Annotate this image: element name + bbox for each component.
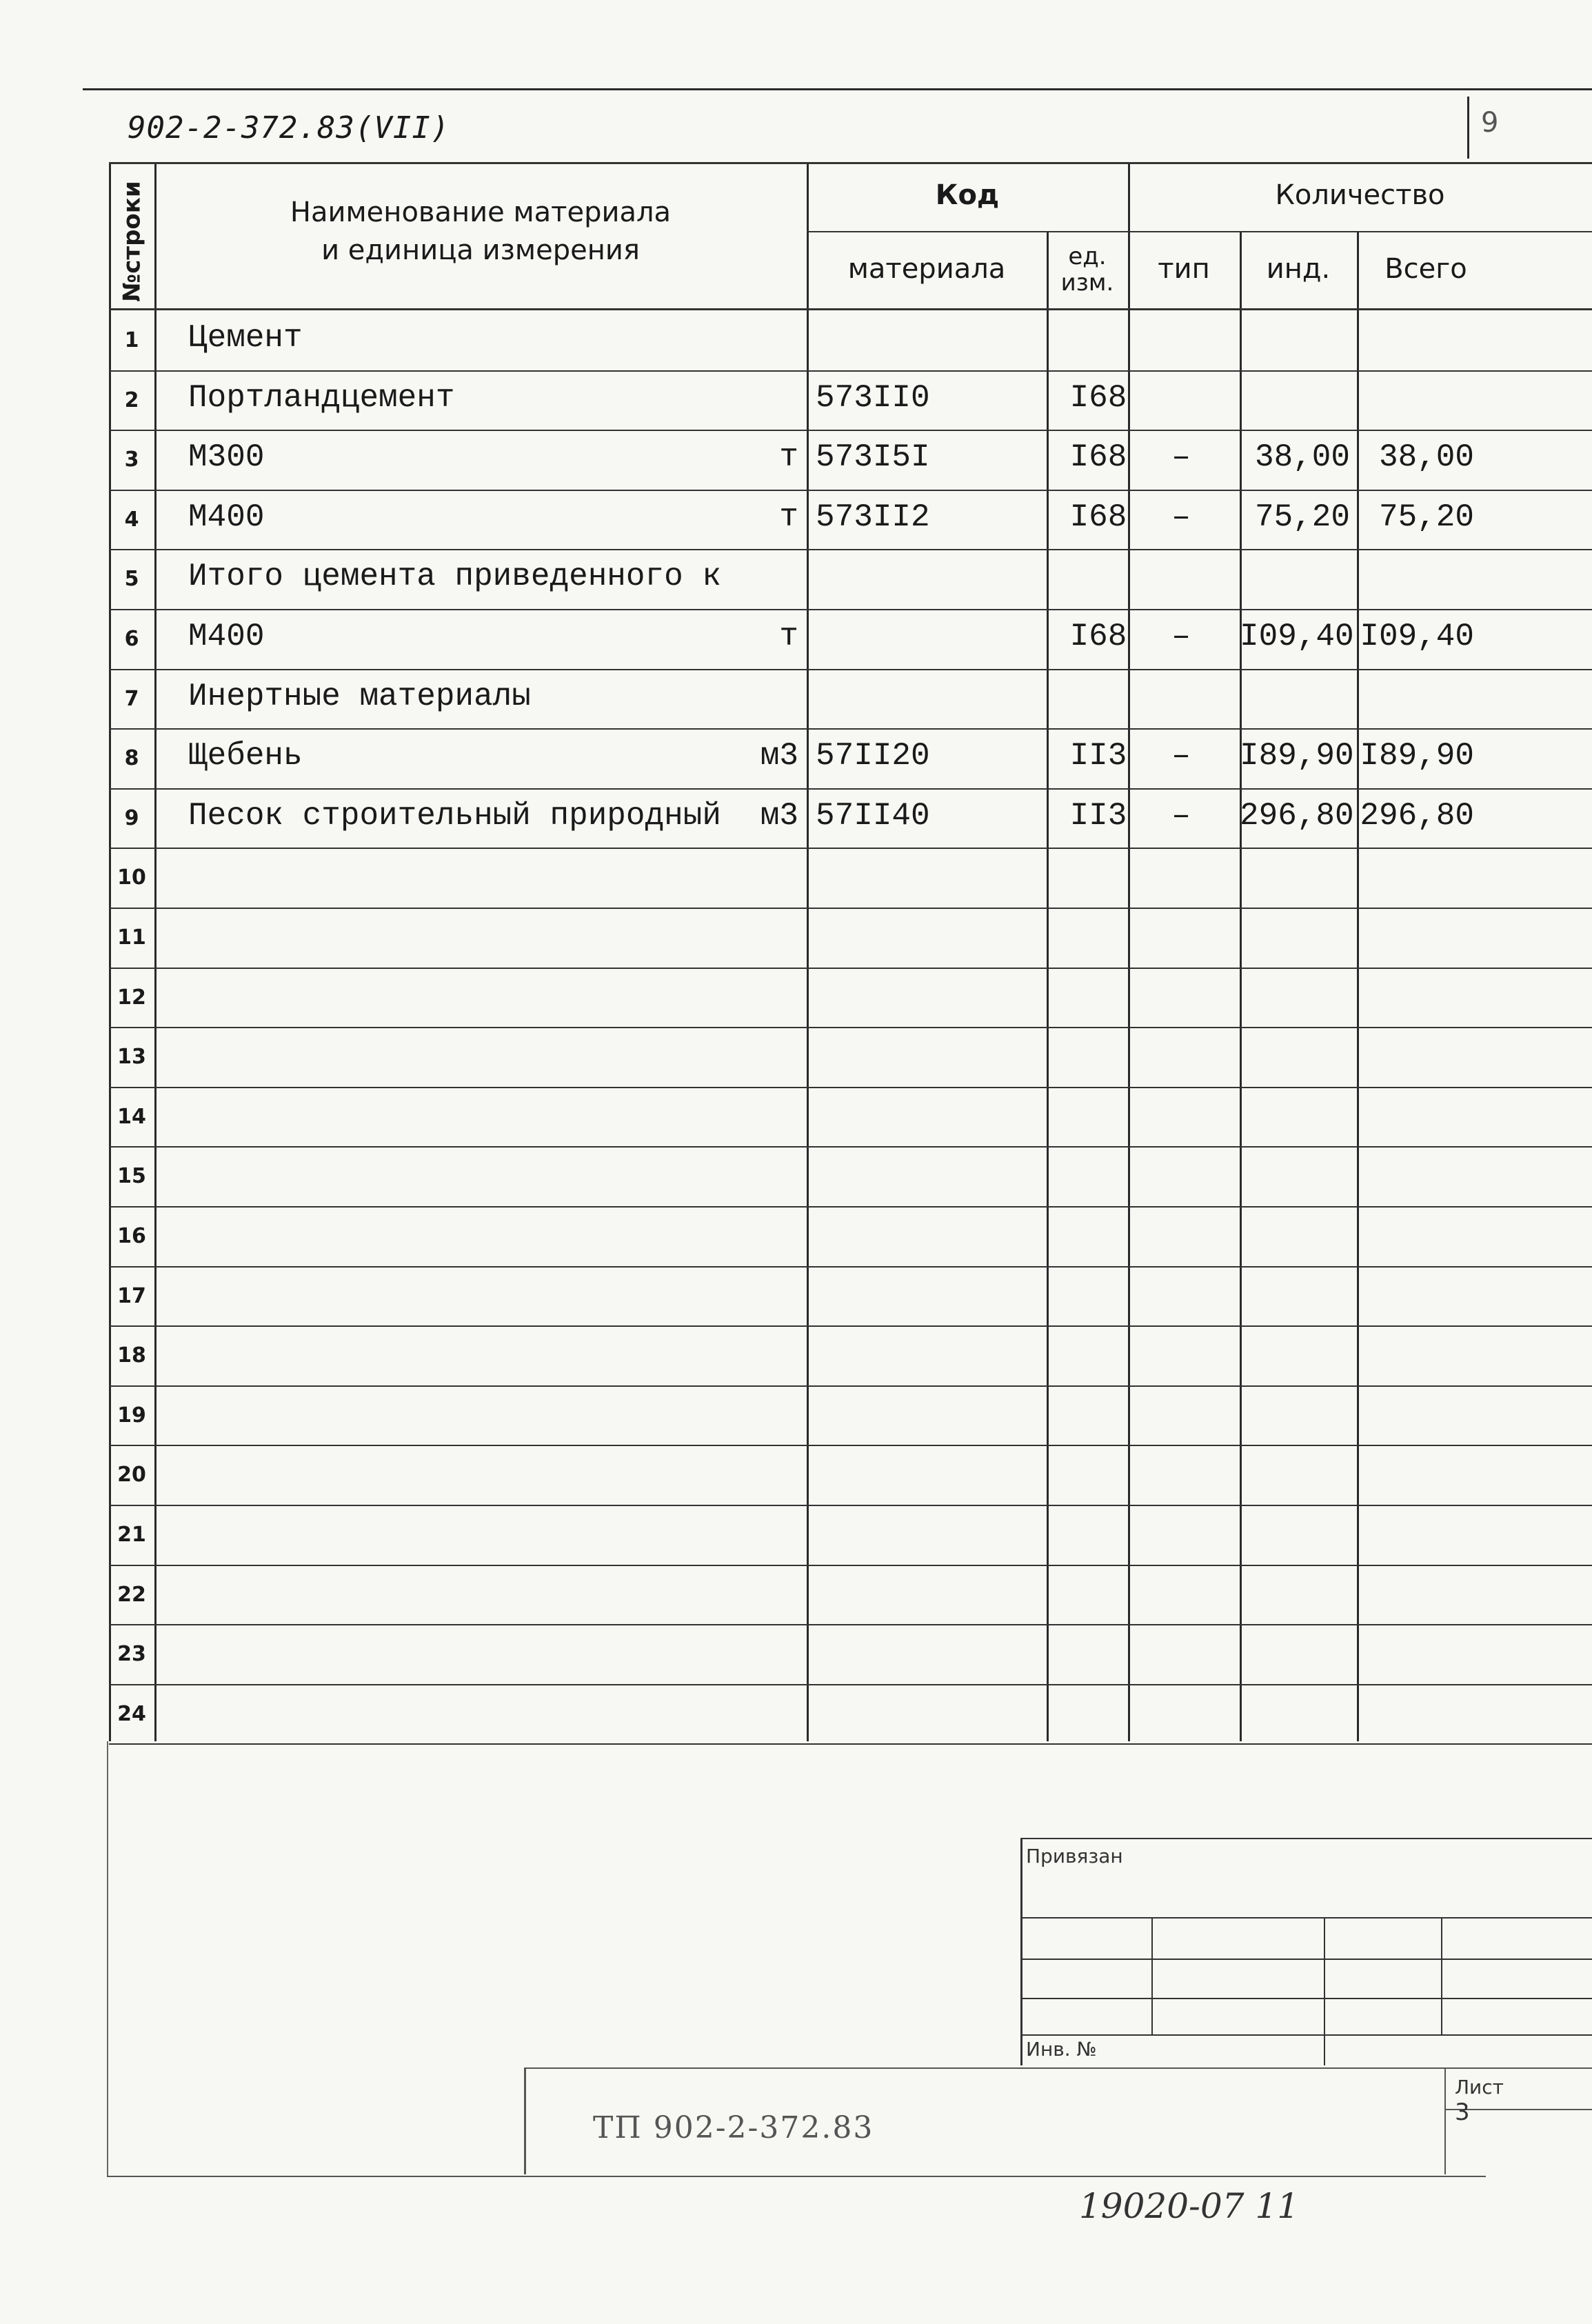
row-number: 17 [117, 1283, 146, 1308]
row-number: 12 [117, 985, 146, 1010]
project-code: ТП 902-2-372.83 [593, 2110, 874, 2145]
unit-code: I68 [1069, 439, 1127, 476]
unit-of-measure: т [779, 439, 798, 476]
material-header: материала [847, 253, 1006, 285]
row-number: 13 [117, 1045, 146, 1070]
table-row [109, 1445, 1592, 1505]
unit-code: II3 [1069, 797, 1127, 834]
material-code: 573II0 [816, 379, 930, 416]
table-row [109, 788, 1592, 848]
document-code: 902-2-372.83(VII) [128, 110, 450, 146]
sheet-label: Лист 3 [1455, 2076, 1504, 2126]
tip-value: – [1171, 619, 1191, 654]
row-number-header: №строки [119, 181, 146, 302]
row-number: 2 [124, 388, 139, 412]
name-header-line1: Наименование материала [290, 197, 672, 228]
material-name: М400 [188, 619, 265, 654]
material-name: Песок строительный природный [188, 797, 721, 834]
row-number: 24 [117, 1701, 146, 1726]
table-row [109, 669, 1592, 729]
unit-of-measure: т [779, 499, 798, 535]
table-row [109, 430, 1592, 490]
row-number: 23 [117, 1642, 146, 1667]
material-name: Щебень [188, 738, 303, 774]
header-mid-line [807, 231, 1592, 232]
row-number: 6 [124, 627, 139, 651]
unit-code: II3 [1069, 738, 1127, 774]
tip-value: – [1171, 738, 1191, 774]
bottom-rule [107, 2176, 1486, 2177]
header-top-line [109, 162, 1592, 164]
row-number: 10 [117, 865, 146, 890]
table-row [109, 1027, 1592, 1087]
table-row [109, 1624, 1592, 1684]
tip-value: – [1171, 439, 1191, 476]
tip-value: – [1171, 499, 1191, 535]
material-code: 573II2 [816, 499, 930, 535]
inventory-number-label: Инв. № [1026, 2038, 1097, 2061]
corner-mark [1467, 97, 1469, 159]
row-number: 21 [117, 1523, 146, 1547]
row-number: 20 [117, 1463, 146, 1487]
row-number: 3 [124, 448, 139, 472]
material-name: Портландцемент [188, 379, 455, 416]
materials-table [109, 162, 1592, 1741]
row-number: 8 [124, 746, 139, 771]
table-row [109, 1266, 1592, 1326]
table-row [109, 848, 1592, 908]
table-row [109, 1565, 1592, 1625]
row-number: 18 [117, 1343, 146, 1368]
total-value: 296,80 [1360, 797, 1474, 834]
material-name: М400 [188, 499, 265, 535]
unit-code: I68 [1069, 619, 1127, 654]
unit-of-measure: т [779, 619, 798, 654]
row-number: 14 [117, 1104, 146, 1129]
unit-header: ед. изм. [1060, 243, 1114, 297]
total-value: 75,20 [1378, 499, 1474, 535]
row-number: 5 [124, 567, 139, 592]
unit-code: I68 [1069, 499, 1127, 535]
ind-value: 296,80 [1240, 797, 1354, 834]
handwritten-note: 19020-07 11 [1079, 2186, 1300, 2226]
table-row [109, 490, 1592, 550]
table-row [109, 1505, 1592, 1565]
total-value: I89,90 [1360, 738, 1474, 774]
table-row [109, 549, 1592, 609]
material-code: 57II20 [816, 738, 930, 774]
table-row [109, 370, 1592, 430]
ind-value: I09,40 [1240, 619, 1354, 654]
row-number: 22 [117, 1582, 146, 1607]
tip-value: – [1171, 797, 1191, 834]
binding-stamp [1020, 1838, 1592, 2065]
row-number: 11 [117, 925, 146, 950]
row-number: 7 [124, 686, 139, 711]
privyazan-label: Привязан [1026, 1845, 1123, 1867]
table-row [109, 1206, 1592, 1266]
material-name: Итого цемента приведенного к [188, 559, 721, 595]
left-margin-rule [107, 1741, 108, 2176]
table-row [109, 1385, 1592, 1445]
ind-value: 38,00 [1254, 439, 1350, 476]
row-number: 15 [117, 1164, 146, 1189]
top-rule [83, 88, 1592, 90]
table-row [109, 310, 1592, 370]
table-row [109, 1087, 1592, 1147]
table-row [109, 1146, 1592, 1206]
material-code: 57II40 [816, 797, 930, 834]
row-number: 16 [117, 1224, 146, 1248]
ind-value: I89,90 [1240, 738, 1354, 774]
name-header-line2: и единица измерения [321, 234, 640, 266]
tip-header: тип [1158, 253, 1210, 285]
row-line [109, 1743, 1592, 1745]
unit-of-measure: м3 [760, 738, 798, 774]
material-name: Цемент [188, 320, 303, 356]
table-row [109, 968, 1592, 1028]
total-value: 38,00 [1378, 439, 1474, 476]
unit-of-measure: м3 [760, 797, 798, 834]
material-code: 573I5I [816, 439, 930, 476]
table-row [109, 609, 1592, 669]
total-value: I09,40 [1360, 619, 1474, 654]
ind-value: 75,20 [1254, 499, 1350, 535]
unit-code: I68 [1069, 379, 1127, 416]
corner-number: 9 [1481, 107, 1499, 139]
total-header: Всего [1384, 253, 1467, 285]
row-number: 19 [117, 1403, 146, 1428]
table-row [109, 1684, 1592, 1744]
material-name: Инертные материалы [188, 678, 531, 714]
row-number: 1 [124, 328, 139, 352]
table-row [109, 728, 1592, 788]
table-row [109, 908, 1592, 968]
kod-header: Код [935, 179, 1000, 211]
ind-header: инд. [1266, 253, 1331, 285]
row-number: 4 [124, 507, 139, 532]
material-name: М300 [188, 439, 265, 476]
row-number: 9 [124, 805, 139, 830]
table-row [109, 1325, 1592, 1385]
kolichestvo-header: Количество [1275, 179, 1445, 211]
